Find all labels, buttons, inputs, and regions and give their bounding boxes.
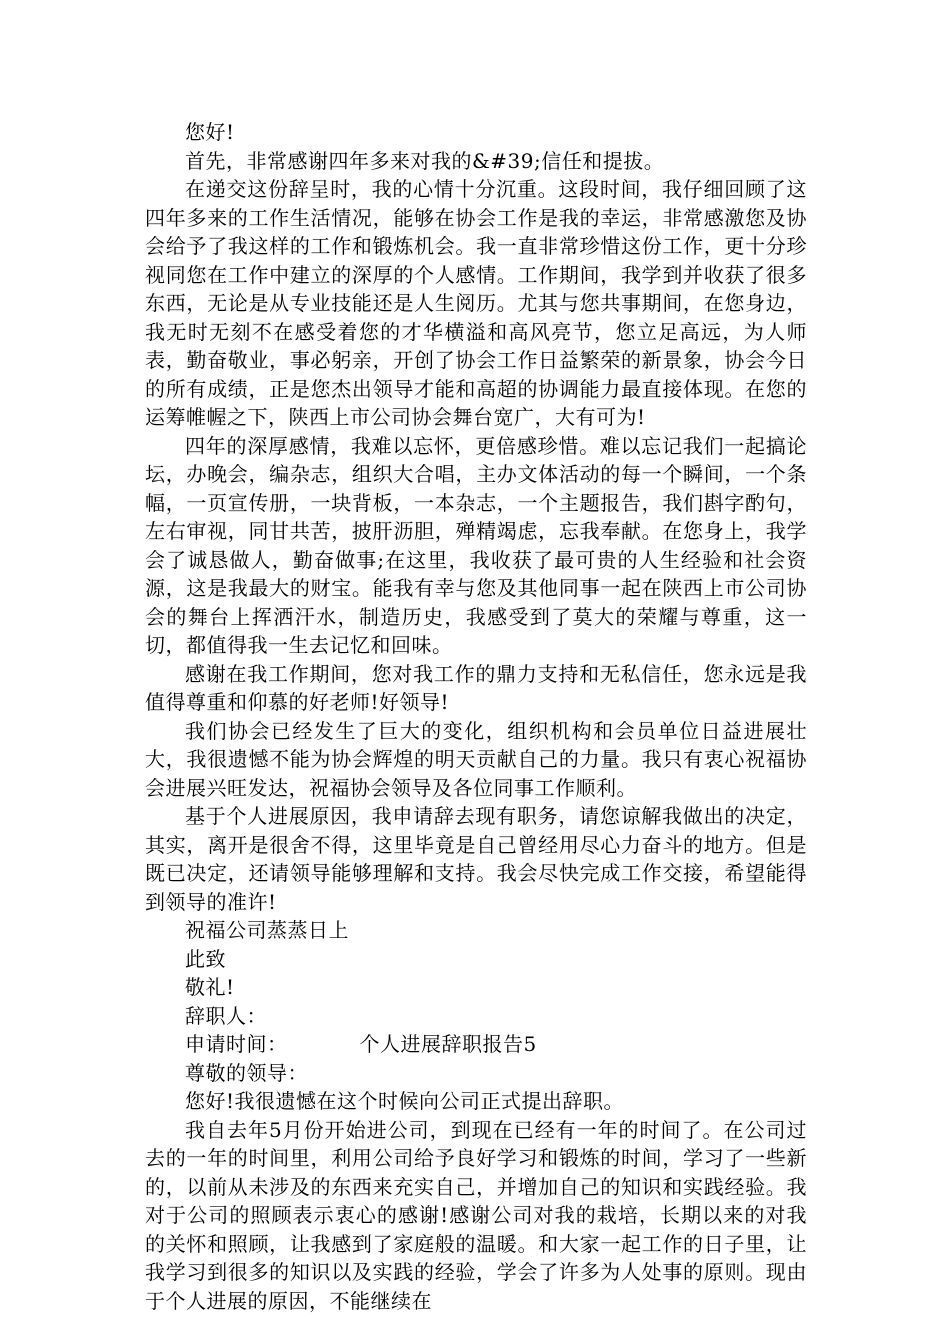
thanks-line: 首先，非常感谢四年多来对我的&#39;信任和提拔。: [185, 148, 665, 173]
document-body: [145, 118, 807, 1315]
greeting-line: 您好!: [185, 120, 235, 144]
resigner-line: 辞职人：: [185, 1003, 267, 1028]
wish-line: 祝福公司蒸蒸日上: [185, 918, 349, 942]
paragraph-memories: 四年的深厚感情，我难以忘怀，更倍感珍惜。难以忘记我们一起搞论坛，办晚会，编杂志，组织大合唱，主办文体活动的每一个瞬间，一个条幅，一页宣传册，一块背板，一本杂志，一个主题报告，我们斟字酌句，左右审视，同甘共苦，披肝沥胆，殚精竭虑，忘我奉献。在您身上，我学会了诚恳做人，勤奋做事;在这里，我收获了最可贵的人生经验和社会资源，这是我最大的财宝。能我有幸与您及其他同事一起在陕西上市公司协会的舞台上挥洒汗水，制造历史，我感受到了莫大的荣耀与尊重，这一切，都值得我一生去记忆和回味。: [145, 433, 807, 657]
paragraph-resignation-reason: 基于个人进展原因，我申请辞去现有职务，请您谅解我做出的决定，其实，离开是很舍不得，这里毕竟是自己曾经用尽心力奋斗的地方。但是既已决定，还请领导能够理解和支持。我会尽快完成工作交接，希望能得到领导的准许!: [145, 804, 807, 914]
paragraph-company-experience: 我自去年5月份开始进公司，到现在已经有一年的时间了。在公司过去的一年的时间里，利用公司给予良好学习和锻炼的时间，学习了一些新的，以前从未涉及的东西来充实自己，并增加自己的知识和实践经验。我对于公司的照顾表示衷心的感谢!感谢公司对我的栽培，长期以来的对我的关怀和照顾，让我感到了家庭般的温暖。和大家一起工作的日子里，让我学习到很多的知识以及实践的经验，学会了许多为人处事的原则。现由于个人进展的原因，不能继续在: [145, 1117, 807, 1313]
closing-zhizhi: 此致: [185, 946, 226, 971]
apply-time-line: [145, 1030, 807, 1059]
paragraph-association-changes: 我们协会已经发生了巨大的变化，组织机构和会员单位日益进展壮大，我很遗憾不能为协会辉煌的明天贡献自己的力量。我只有衷心祝福协会进展兴旺发达，祝福协会领导及各位同事工作顺利。: [145, 718, 807, 800]
report-title: 个人进展辞职报告5: [359, 1032, 537, 1056]
opening-line: 您好!我很遗憾在这个时候向公司正式提出辞职。: [185, 1089, 625, 1113]
paragraph-resignation-feelings: 在递交这份辞呈时，我的心情十分沉重。这段时间，我仔细回顾了这四年多来的工作生活情况，能够在协会工作是我的幸运，非常感激您及协会给予了我这样的工作和锻炼机会。我一直非常珍惜这份工作，更十分珍视同您在工作中建立的深厚的个人感情。工作期间，我学到并收获了很多东西，无论是从专业技能还是人生阅历。尤其与您共事期间，在您身边，我无时无刻不在感受着您的才华横溢和高风亮节，您立足高远，为人师表，勤奋敬业，事必躬亲，开创了协会工作日益繁荣的新景象，协会今日的所有成绩，正是您杰出领导才能和高超的协调能力最直接体现。在您的运筹帷幄之下，陕西上市公司协会舞台宽广，大有可为!: [145, 177, 807, 429]
paragraph-gratitude: 感谢在我工作期间，您对我工作的鼎力支持和无私信任，您永远是我值得尊重和仰慕的好老师!好领导!: [145, 661, 807, 714]
salutation-line: 尊敬的领导：: [185, 1060, 308, 1085]
apply-time-label: 申请时间：: [185, 1032, 288, 1056]
closing-jingli: 敬礼!: [185, 975, 235, 999]
